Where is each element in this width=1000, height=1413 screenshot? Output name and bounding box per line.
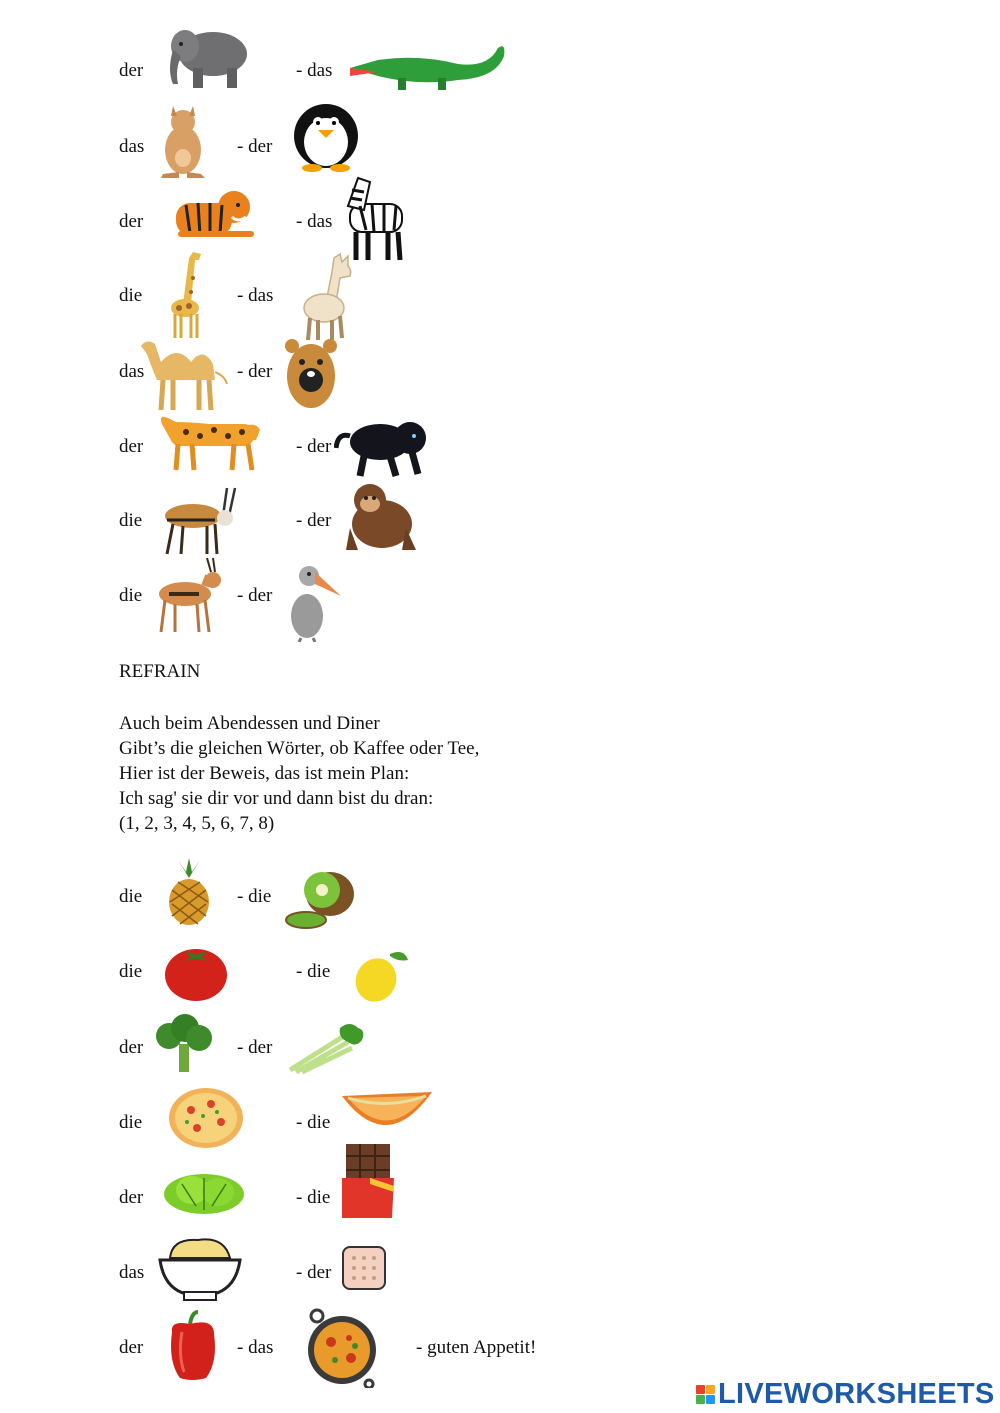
article-left: die bbox=[119, 961, 143, 982]
logo-mark-tile bbox=[706, 1385, 715, 1394]
leopard-icon bbox=[156, 412, 266, 474]
logo-wordmark: LIVEWORKSHEETS bbox=[718, 1377, 995, 1410]
article-left: das bbox=[119, 1262, 145, 1283]
pizza-icon bbox=[167, 1086, 245, 1150]
article-left: der bbox=[119, 436, 144, 457]
kiwi-icon bbox=[284, 866, 356, 932]
giraffe-icon bbox=[165, 248, 209, 340]
article-left: der bbox=[119, 211, 144, 232]
puree-bowl-icon bbox=[158, 1234, 242, 1302]
article-left: die bbox=[119, 886, 143, 907]
article-left: das bbox=[119, 361, 145, 382]
article-left: die bbox=[119, 1112, 143, 1133]
article-right: - die bbox=[296, 961, 331, 982]
closing-text: - guten Appetit! bbox=[416, 1337, 537, 1358]
article-right: - die bbox=[296, 1112, 331, 1133]
melon-icon bbox=[340, 1090, 434, 1140]
celery-icon bbox=[286, 1020, 368, 1074]
llama-icon bbox=[300, 252, 364, 342]
article-right: - der bbox=[237, 136, 273, 157]
pelican-icon bbox=[285, 562, 343, 642]
chocolate-icon bbox=[340, 1142, 396, 1220]
camel-icon bbox=[137, 332, 233, 412]
panther-icon bbox=[334, 408, 430, 480]
crocodile-icon bbox=[348, 40, 508, 96]
article-left: der bbox=[119, 1037, 144, 1058]
article-left: der bbox=[119, 60, 144, 81]
lemon-icon bbox=[352, 942, 410, 1004]
logo-mark-tile bbox=[696, 1395, 705, 1404]
article-right: - das bbox=[237, 1337, 274, 1358]
article-left: die bbox=[119, 285, 143, 306]
article-right: - der bbox=[296, 436, 332, 457]
logo-mark-tile bbox=[706, 1395, 715, 1404]
logo-mark bbox=[696, 1385, 715, 1404]
elephant-icon bbox=[163, 24, 251, 90]
article-right: - der bbox=[296, 1262, 332, 1283]
logo-mark-tile bbox=[696, 1385, 705, 1394]
article-left: die bbox=[119, 585, 143, 606]
lyric-line: (1, 2, 3, 4, 5, 6, 7, 8) bbox=[119, 813, 275, 834]
article-right: - das bbox=[237, 285, 274, 306]
gorilla-icon bbox=[342, 478, 420, 552]
zebra-icon bbox=[340, 176, 420, 262]
lyric-line: Gibt’s die gleichen Wörter, ob Kaffee oder Tee, bbox=[119, 738, 480, 759]
tomato-icon bbox=[163, 941, 229, 1003]
article-right: - der bbox=[237, 585, 273, 606]
gazelle-icon bbox=[149, 556, 225, 634]
article-right: - der bbox=[237, 1037, 273, 1058]
refrain-lyrics bbox=[119, 711, 479, 836]
paella-icon bbox=[303, 1306, 381, 1388]
article-right: - der bbox=[296, 510, 332, 531]
pineapple-icon bbox=[160, 858, 218, 926]
article-left: die bbox=[119, 510, 143, 531]
penguin-icon bbox=[286, 94, 366, 172]
bell-pepper-icon bbox=[166, 1310, 218, 1382]
article-right: - die bbox=[296, 1187, 331, 1208]
article-right: - die bbox=[237, 886, 272, 907]
oryx-icon bbox=[153, 486, 241, 556]
cracker-icon bbox=[340, 1244, 388, 1292]
broccoli-icon bbox=[153, 1012, 215, 1074]
article-right: - das bbox=[296, 60, 333, 81]
lyric-line: Hier ist der Beweis, das ist mein Plan: bbox=[119, 763, 410, 784]
kangaroo-icon bbox=[155, 102, 210, 180]
article-left: der bbox=[119, 1187, 144, 1208]
article-left: das bbox=[119, 136, 145, 157]
article-right: - der bbox=[237, 361, 273, 382]
liveworksheets-logo bbox=[696, 1377, 995, 1411]
tiger-icon bbox=[172, 185, 256, 243]
lyric-line: Auch beim Abendessen und Diner bbox=[119, 713, 380, 734]
article-left: der bbox=[119, 1337, 144, 1358]
refrain-heading: REFRAIN bbox=[119, 661, 201, 682]
lyric-line: Ich sag' sie dir vor und dann bist du dran: bbox=[119, 788, 434, 809]
article-right: - das bbox=[296, 211, 333, 232]
hamster-icon bbox=[284, 334, 338, 410]
lettuce-icon bbox=[162, 1170, 246, 1216]
